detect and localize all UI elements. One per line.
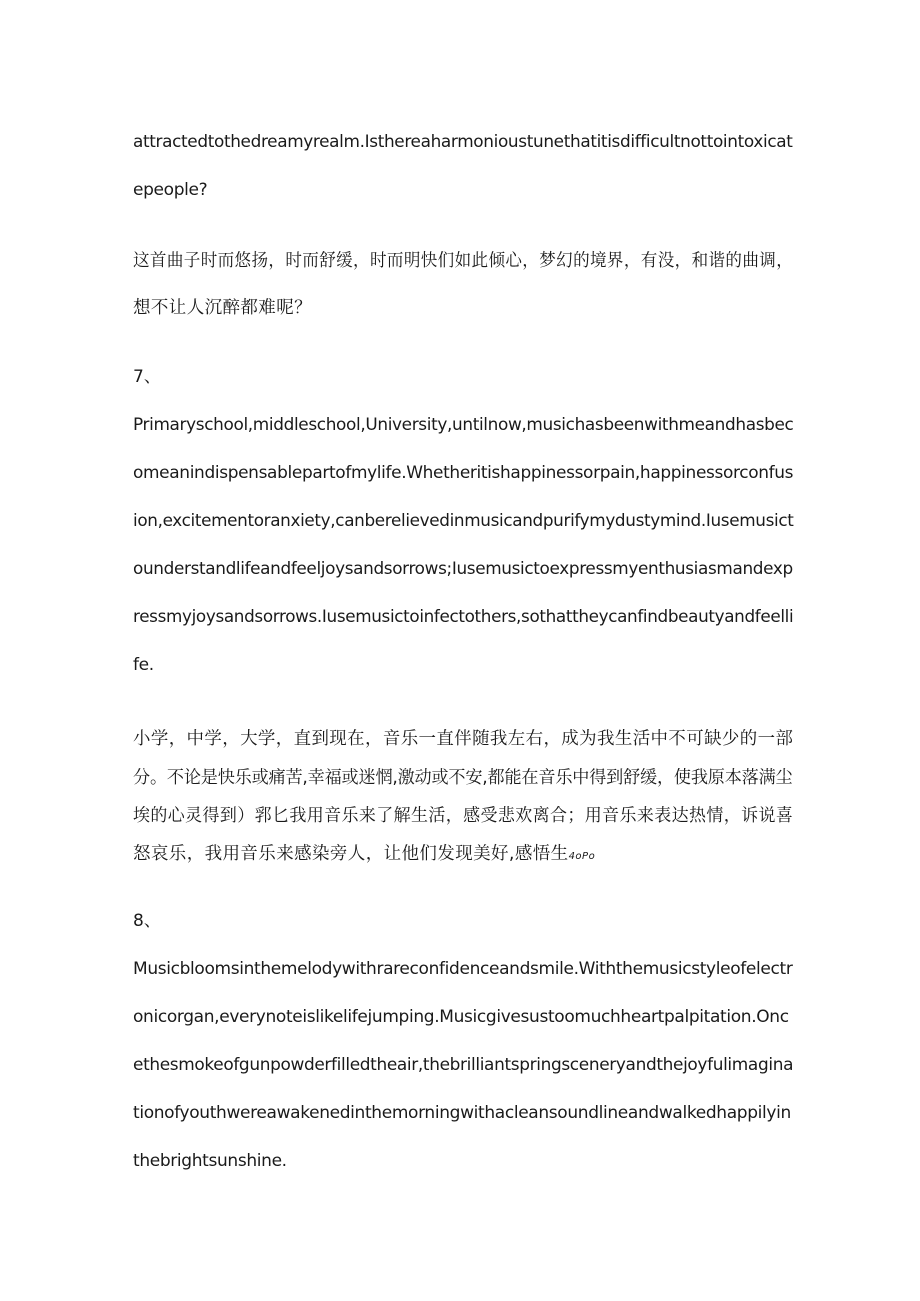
section7-number: 7、 (133, 367, 161, 387)
section7-zh-line-4-text: 怒哀乐，我用音乐来感染旁人，让他们发现美好,感悟生 (133, 844, 569, 864)
section8-en-line-1: Musicbloomsinthemelodywithrareconfidenceandsmile.Withthemusicstyleofelectr (133, 959, 793, 979)
section7-en-line-1: Primaryschool,middleschool,University,untilnow,musichasbeenwithmeandhasbec (133, 415, 794, 435)
section7-zh-line-1: 小学，中学，大学，直到现在，音乐一直伴随我左右，成为我生活中不可缺少的一部 (133, 729, 794, 749)
section6-en-line-2: epeople? (133, 180, 208, 200)
section8-en-line-5: thebrightsunshine. (133, 1151, 287, 1171)
section7-zh-line-2: 分。不论是快乐或痛苦,幸福或迷惘,激动或不安,都能在音乐中得到舒缓，使我原本落满尘 (133, 768, 793, 788)
section7-zh-line-4-tail: 4oPo (568, 851, 596, 862)
section7-en-line-5: ressmyjoysandsorrows.Iusemusictoinfectothers,sothattheycanfindbeautyandfeelli (133, 607, 794, 627)
section6-zh-line-2: 想不让人沉醉都难呢？ (133, 298, 312, 318)
section7-zh-line-3: 埃的心灵得到）郛匕我用音乐来了解生活，感受悲欢离合；用音乐来表达热情，诉说喜 (133, 806, 794, 826)
section7-en-line-4: ounderstandlifeandfeeljoysandsorrows;Iusemusictoexpressmyenthusiasmandexp (133, 559, 793, 579)
section8-en-line-4: tionofyouthwereawakenedinthemorningwithacleansoundlineandwalkedhappilyin (133, 1103, 791, 1123)
section7-en-line-3: ion,excitementoranxiety,canberelievedinmusicandpurifymydustymind.Iusemusict (133, 511, 794, 531)
section6-zh-line-1: 这首曲子时而悠扬，时而舒缓，时而明快们如此倾心，梦幻的境界，有没，和谐的曲调， (133, 251, 794, 271)
section8-en-line-2: onicorgan,everynoteislikelifejumping.Musicgivesustoomuchheartpalpitation.Onc (133, 1007, 789, 1027)
section7-en-line-2: omeanindispensablepartofmylife.Whetheritishappinessorpain,happinessorconfus (133, 463, 794, 483)
section8-en-line-3: ethesmokeofgunpowderfilledtheair,thebrilliantspringsceneryandthejoyfulimagina (133, 1055, 794, 1075)
section7-en-line-6: fe. (133, 655, 154, 675)
section7-zh-line-4 (133, 843, 595, 868)
section6-en-line-1: attractedtothedreamyrealm.Isthereaharmonioustunethatitisdifficultnottointoxicat (133, 132, 793, 152)
section8-number: 8、 (133, 911, 161, 931)
